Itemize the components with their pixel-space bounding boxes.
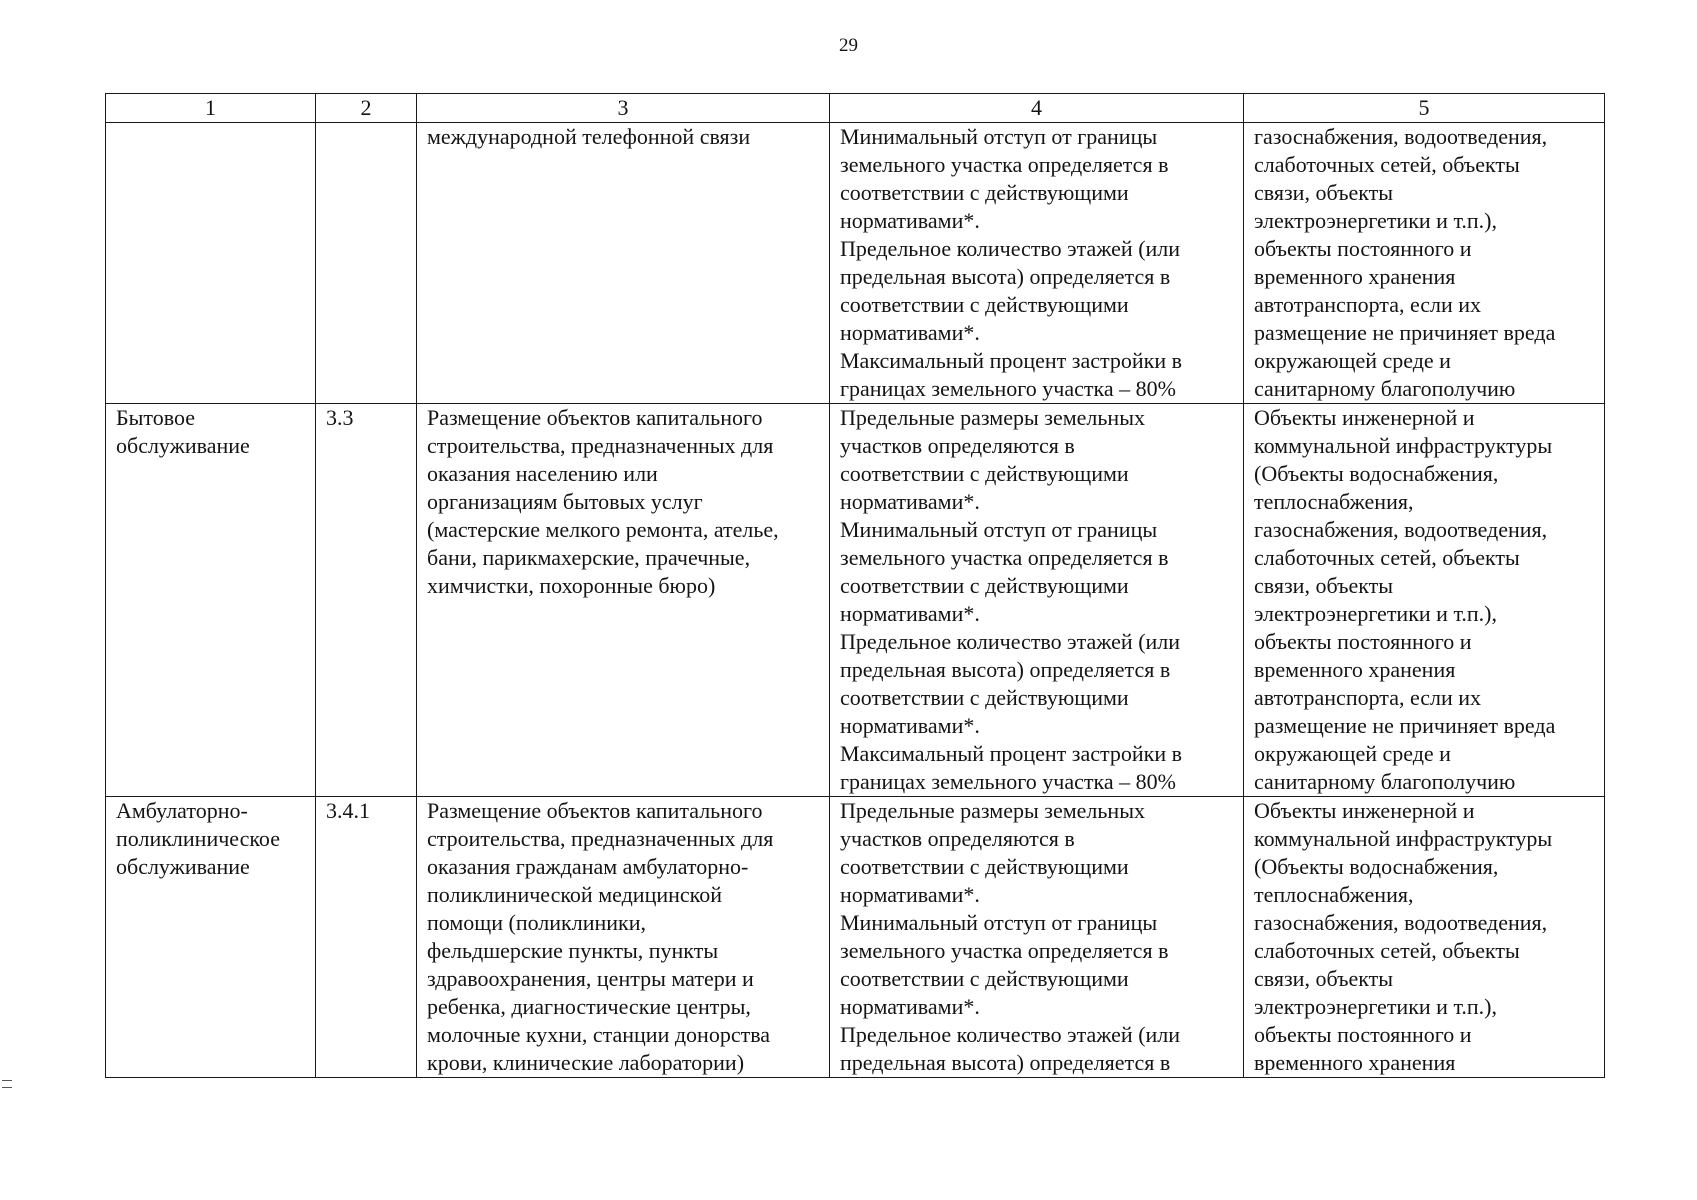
land-use-table xyxy=(105,93,1605,1078)
table-row xyxy=(106,123,1605,404)
cell-text-line: соответствии с действующими xyxy=(840,180,1129,205)
cell-text-line: соответствии с действующими xyxy=(840,573,1129,598)
cell-text-line: соответствии с действующими xyxy=(840,854,1129,879)
cell-text-line: слаботочных сетей, объекты xyxy=(1254,938,1520,963)
header-col-1: 1 xyxy=(106,94,316,123)
cell-text-line: связи, объекты xyxy=(1254,573,1394,598)
cell-text-line: газоснабжения, водоотведения, xyxy=(1254,910,1548,935)
cell-text-line: Бытовое xyxy=(116,405,196,430)
cell-text-line: теплоснабжения, xyxy=(1254,489,1414,514)
cell-text-line: автотранспорта, если их xyxy=(1254,685,1482,710)
code-cell xyxy=(316,404,417,797)
cell-text-line: Предельные размеры земельных xyxy=(840,798,1145,823)
table-body xyxy=(106,123,1605,1078)
cell-text-line: санитарному благополучию xyxy=(1254,376,1516,401)
cell-text-line: электроэнергетики и т.п.), xyxy=(1254,601,1497,626)
cell-text-line: газоснабжения, водоотведения, xyxy=(1254,124,1548,149)
cell-text-line: земельного участка определяется в xyxy=(840,938,1169,963)
cell-text-line: нормативами*. xyxy=(840,601,980,626)
cell-text-line: газоснабжения, водоотведения, xyxy=(1254,517,1548,542)
cell-text-line: нормативами*. xyxy=(840,994,980,1019)
cell-text-line: окружающей среде и xyxy=(1254,348,1451,373)
cell-text-line: размещение не причиняет вреда xyxy=(1254,320,1556,345)
cell-text-line: бани, парикмахерские, прачечные, xyxy=(427,545,751,570)
cell-text-line: 3.3 xyxy=(326,405,354,430)
cell-text-line: (мастерские мелкого ремонта, ателье, xyxy=(427,517,779,542)
cell-text-line: слаботочных сетей, объекты xyxy=(1254,152,1520,177)
cell-text-line: Минимальный отступ от границы xyxy=(840,910,1158,935)
cell-text-line: объекты постоянного и xyxy=(1254,629,1472,654)
cell-text-line: временного хранения xyxy=(1254,657,1456,682)
cell-text-line: земельного участка определяется в xyxy=(840,545,1169,570)
cell-text-line: строительства, предназначенных для xyxy=(427,433,774,458)
cell-text-line: временного хранения xyxy=(1254,1050,1456,1075)
cell-text-line: временного хранения xyxy=(1254,264,1456,289)
description-cell xyxy=(417,797,830,1078)
cell-text-line: строительства, предназначенных для xyxy=(427,826,774,851)
table-row xyxy=(106,797,1605,1078)
scan-margin-mark xyxy=(2,1080,12,1088)
cell-text-line: Максимальный процент застройки в xyxy=(840,741,1182,766)
use-type-cell xyxy=(106,797,316,1078)
parameters-cell xyxy=(830,797,1244,1078)
cell-text-line: объекты постоянного и xyxy=(1254,236,1472,261)
header-col-4: 4 xyxy=(830,94,1244,123)
cell-text-line: участков определяются в xyxy=(840,826,1075,851)
cell-text-line: автотранспорта, если их xyxy=(1254,292,1482,317)
cell-text-line: размещение не причиняет вреда xyxy=(1254,713,1556,738)
cell-text-line: участков определяются в xyxy=(840,433,1075,458)
cell-text-line: (Объекты водоснабжения, xyxy=(1254,854,1499,879)
cell-text-line: молочные кухни, станции донорства xyxy=(427,1022,771,1047)
cell-text-line: Размещение объектов капитального xyxy=(427,405,763,430)
cell-text-line: организациям бытовых услуг xyxy=(427,489,703,514)
parameters-cell xyxy=(830,123,1244,404)
cell-text-line: обслуживание xyxy=(116,433,250,458)
page-number: 29 xyxy=(839,35,858,56)
cell-text-line: нормативами*. xyxy=(840,489,980,514)
cell-text-line: ребенка, диагностические центры, xyxy=(427,994,751,1019)
use-type-cell xyxy=(106,404,316,797)
cell-text-line: Размещение объектов капитального xyxy=(427,798,763,823)
cell-text-line: Амбулаторно- xyxy=(116,798,248,823)
cell-text-line: Минимальный отступ от границы xyxy=(840,517,1158,542)
cell-text-line: помощи (поликлиники, xyxy=(427,910,647,935)
auxiliary-uses-cell xyxy=(1244,404,1605,797)
description-cell xyxy=(417,404,830,797)
cell-text-line: международной телефонной связи xyxy=(427,124,751,149)
header-col-2: 2 xyxy=(316,94,417,123)
cell-text-line: Предельное количество этажей (или xyxy=(840,629,1181,654)
cell-text-line: поликлинической медицинской xyxy=(427,882,723,907)
auxiliary-uses-cell xyxy=(1244,123,1605,404)
cell-text-line: соответствии с действующими xyxy=(840,461,1129,486)
cell-text-line: связи, объекты xyxy=(1254,180,1394,205)
cell-text-line: соответствии с действующими xyxy=(840,292,1129,317)
cell-text-line: соответствии с действующими xyxy=(840,966,1129,991)
cell-text-line: земельного участка определяется в xyxy=(840,152,1169,177)
header-col-3: 3 xyxy=(417,94,830,123)
cell-text-line: Предельное количество этажей (или xyxy=(840,236,1181,261)
header-row xyxy=(106,94,1605,123)
cell-text-line: окружающей среде и xyxy=(1254,741,1451,766)
cell-text-line: нормативами*. xyxy=(840,320,980,345)
cell-text-line: соответствии с действующими xyxy=(840,685,1129,710)
cell-text-line: фельдшерские пункты, пункты xyxy=(427,938,719,963)
cell-text-line: границах земельного участка – 80% xyxy=(840,376,1176,401)
cell-text-line: электроэнергетики и т.п.), xyxy=(1254,208,1497,233)
cell-text-line: нормативами*. xyxy=(840,713,980,738)
cell-text-line: крови, клинические лаборатории) xyxy=(427,1050,745,1075)
cell-text-line: слаботочных сетей, объекты xyxy=(1254,545,1520,570)
cell-text-line: оказания населению или xyxy=(427,461,658,486)
cell-text-line: поликлиническое xyxy=(116,826,280,851)
description-cell xyxy=(417,123,830,404)
cell-text-line: связи, объекты xyxy=(1254,966,1394,991)
header-col-5: 5 xyxy=(1244,94,1605,123)
cell-text-line: химчистки, похоронные бюро) xyxy=(427,573,716,598)
cell-text-line: нормативами*. xyxy=(840,882,980,907)
cell-text-line: коммунальной инфраструктуры xyxy=(1254,433,1553,458)
cell-text-line: Объекты инженерной и xyxy=(1254,405,1475,430)
cell-text-line: предельная высота) определяется в xyxy=(840,1050,1171,1075)
cell-text-line: коммунальной инфраструктуры xyxy=(1254,826,1553,851)
cell-text-line: электроэнергетики и т.п.), xyxy=(1254,994,1497,1019)
cell-text-line: Предельные размеры земельных xyxy=(840,405,1145,430)
cell-text-line: 3.4.1 xyxy=(326,798,370,823)
use-type-cell xyxy=(106,123,316,404)
cell-text-line: предельная высота) определяется в xyxy=(840,657,1171,682)
cell-text-line: здравоохранения, центры матери и xyxy=(427,966,754,991)
cell-text-line: санитарному благополучию xyxy=(1254,769,1516,794)
cell-text-line: (Объекты водоснабжения, xyxy=(1254,461,1499,486)
cell-text-line: обслуживание xyxy=(116,854,250,879)
cell-text-line: Минимальный отступ от границы xyxy=(840,124,1158,149)
cell-text-line: теплоснабжения, xyxy=(1254,882,1414,907)
cell-text-line: Предельное количество этажей (или xyxy=(840,1022,1181,1047)
cell-text-line: Максимальный процент застройки в xyxy=(840,348,1182,373)
cell-text-line: нормативами*. xyxy=(840,208,980,233)
code-cell xyxy=(316,123,417,404)
cell-text-line: Объекты инженерной и xyxy=(1254,798,1475,823)
parameters-cell xyxy=(830,404,1244,797)
table-row xyxy=(106,404,1605,797)
cell-text-line: оказания гражданам амбулаторно- xyxy=(427,854,749,879)
cell-text-line: объекты постоянного и xyxy=(1254,1022,1472,1047)
auxiliary-uses-cell xyxy=(1244,797,1605,1078)
cell-text-line: границах земельного участка – 80% xyxy=(840,769,1176,794)
cell-text-line: предельная высота) определяется в xyxy=(840,264,1171,289)
code-cell xyxy=(316,797,417,1078)
